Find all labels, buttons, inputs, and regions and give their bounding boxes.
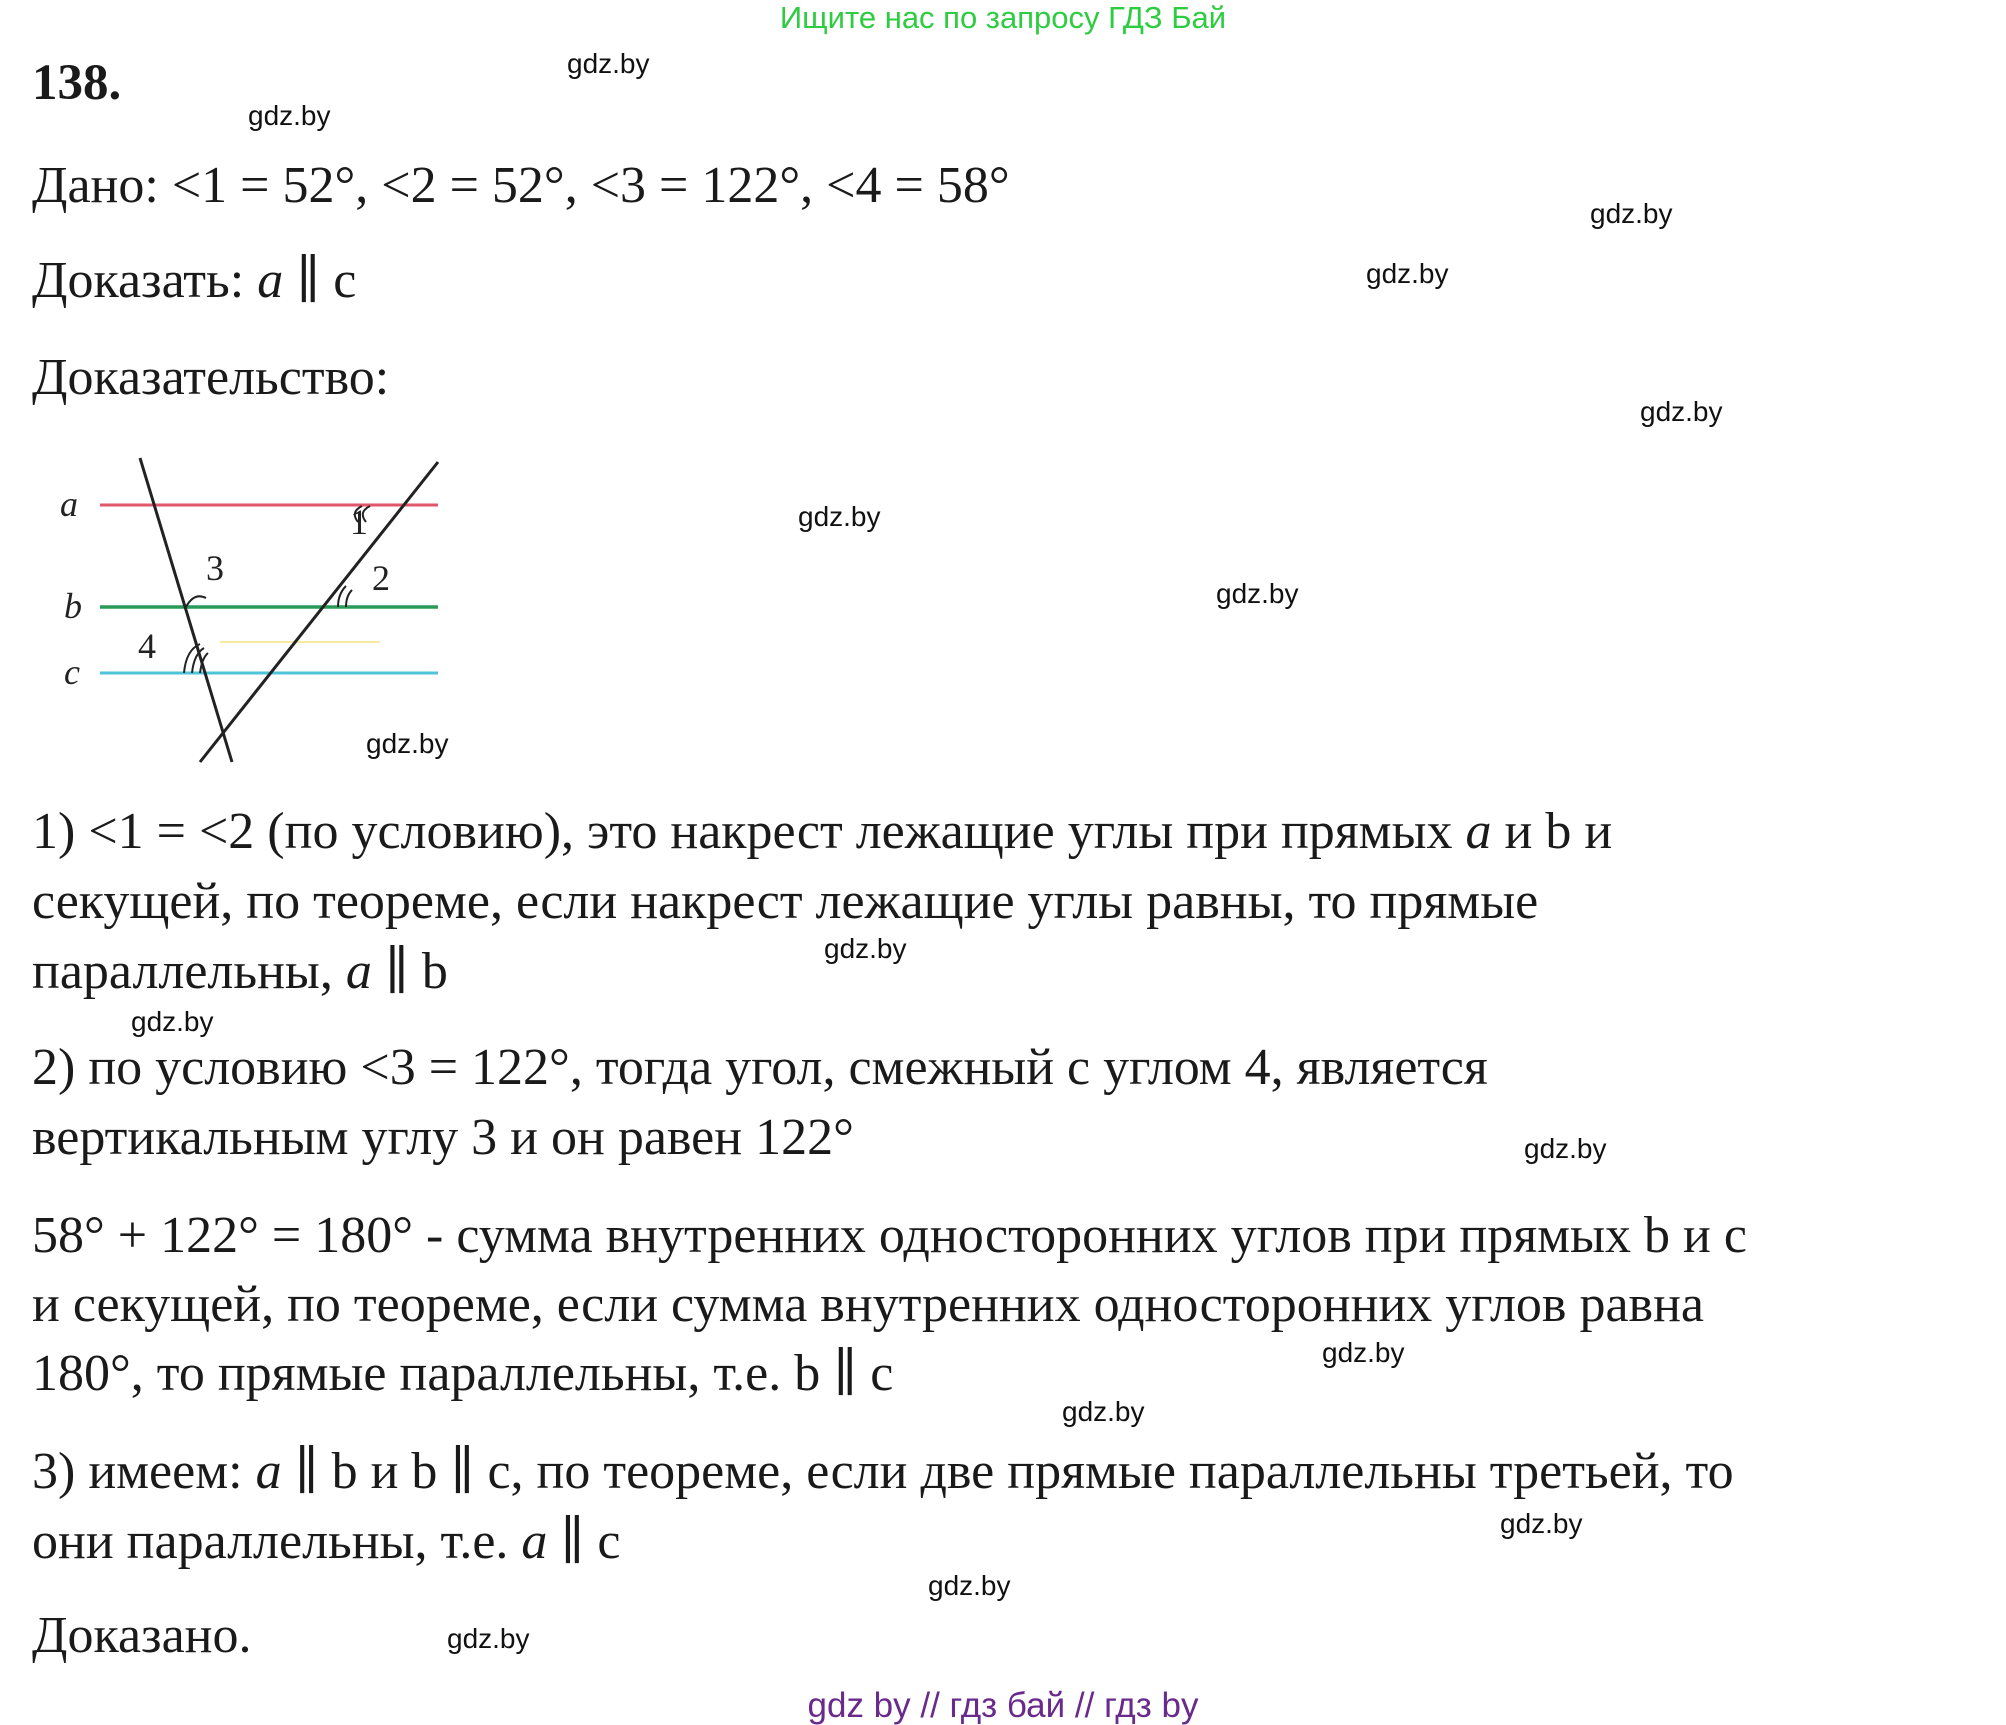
conclusion: Доказано. <box>32 1607 252 1664</box>
step1-line3-var-a: a <box>345 943 372 1000</box>
watermark: gdz.by <box>131 1006 214 1037</box>
step2b-line3: 180°, то прямые параллельны, т.е. b ∥ c <box>32 1345 894 1402</box>
label-line-c: c <box>64 652 80 692</box>
step1-line3-text-b: ∥ b <box>371 943 448 1000</box>
step2-line1: 2) по условию <3 = 122°, тогда угол, смежный с углом 4, является <box>32 1039 1488 1096</box>
step3-line2 <box>32 1513 621 1570</box>
given-text: <1 = 52°, <2 = 52°, <3 = 122°, <4 = 58° <box>171 157 1010 214</box>
figure-svg <box>50 450 450 770</box>
given-label: Дано: <box>32 157 159 214</box>
proof-title: Доказательство: <box>32 349 390 406</box>
step2b-line1: 58° + 122° = 180° - сумма внутренних односторонних углов при прямых b и с <box>32 1207 1747 1264</box>
step1-text-b: и b и <box>1491 803 1613 860</box>
step3-var-a: a <box>255 1443 282 1500</box>
label-angle-3: 3 <box>206 548 224 588</box>
step3-text-a: 3) имеем: <box>32 1443 256 1500</box>
watermark: gdz.by <box>366 728 449 759</box>
angle-2-arc-b <box>346 590 352 607</box>
prove-label: Доказать: <box>32 252 245 309</box>
watermark: gdz.by <box>1524 1133 1607 1164</box>
step3-line2-text-b: ∥ c <box>547 1513 621 1570</box>
label-angle-2: 2 <box>372 558 390 598</box>
watermark: gdz.by <box>1216 578 1299 609</box>
label-angle-1: 1 <box>350 502 368 542</box>
prove-var-a: a <box>257 252 284 309</box>
problem-number: 138. <box>32 55 122 111</box>
step2-line2: вертикальным углу 3 и он равен 122° <box>32 1109 854 1166</box>
top-banner: Ищите нас по запросу ГДЗ Бай <box>779 0 1227 35</box>
step1-line2: секущей, по теореме, если накрест лежащие углы равны, то прямые <box>32 873 1539 930</box>
prove-rest: ∥ c <box>296 252 357 309</box>
step1-line3 <box>32 943 448 1000</box>
step3-line2-text-a: они параллельны, т.е. <box>32 1513 522 1570</box>
label-line-b: b <box>64 586 82 626</box>
footer: gdz by // гдз бай // гдз by <box>807 1686 1199 1725</box>
watermark: gdz.by <box>1640 396 1723 427</box>
watermark: gdz.by <box>447 1623 530 1654</box>
transversal-right <box>200 462 438 762</box>
watermark: gdz.by <box>1062 1396 1145 1427</box>
watermark: gdz.by <box>1366 258 1449 289</box>
step3-text-b: ∥ b и b ∥ c, по теореме, если две прямые параллельны третьей, то <box>281 1443 1734 1500</box>
label-line-a: a <box>60 484 78 524</box>
watermark: gdz.by <box>1322 1337 1405 1368</box>
watermark: gdz.by <box>567 48 650 79</box>
watermark: gdz.by <box>798 501 881 532</box>
step1-text-a: 1) <1 = <2 (по условию), это накрест лежащие углы при прямых <box>32 803 1466 860</box>
angle-2-arc-a <box>338 586 346 607</box>
watermark: gdz.by <box>824 933 907 964</box>
watermark: gdz.by <box>928 1570 1011 1601</box>
watermark: gdz.by <box>248 100 331 131</box>
step1-var-a: a <box>1465 803 1492 860</box>
step3-line2-var-a: a <box>521 1513 548 1570</box>
geometry-figure <box>50 450 450 770</box>
label-angle-4: 4 <box>138 626 156 666</box>
step1-line1 <box>32 803 1613 860</box>
watermark: gdz.by <box>1590 198 1673 229</box>
given-line <box>32 157 1010 214</box>
step1-line3-text-a: параллельны, <box>32 943 346 1000</box>
watermark: gdz.by <box>1500 1508 1583 1539</box>
step2b-line2: и секущей, по теореме, если сумма внутренних односторонних углов равна <box>32 1276 1704 1333</box>
step3-line1 <box>32 1443 1734 1500</box>
prove-line <box>32 252 357 309</box>
